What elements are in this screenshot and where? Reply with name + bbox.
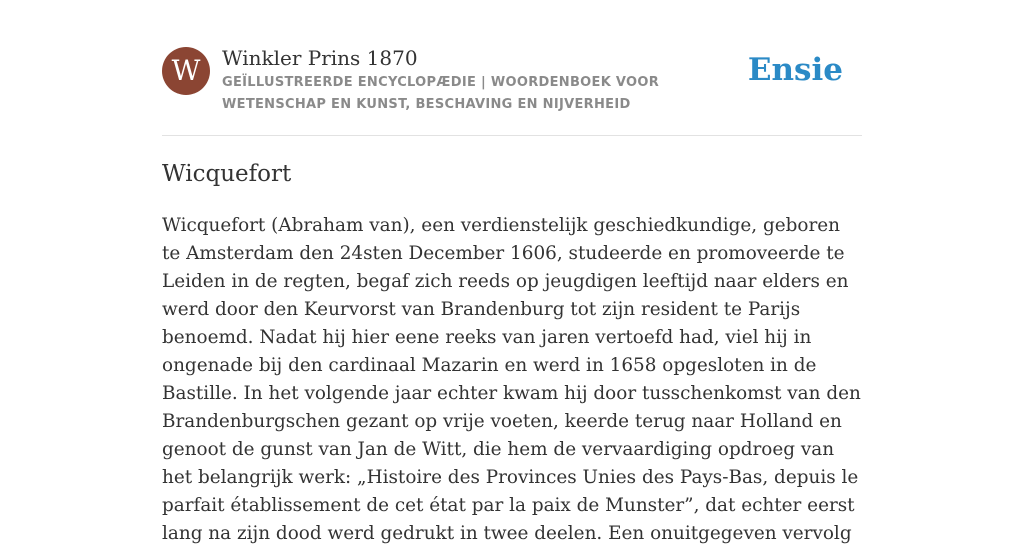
page-container: [162, 0, 862, 544]
source-subtitle: GEÏLLUSTREERDE ENCYCLOPÆDIE | WOORDENBOEK VOOR WETENSCHAP EN KUNST, BESCHAVING EN NIJVERHEID: [222, 75, 660, 112]
source-header: [162, 0, 862, 136]
ensie-logo[interactable]: Ensie: [747, 52, 843, 88]
source-title[interactable]: Winkler Prins 1870: [222, 46, 418, 70]
source-avatar[interactable]: W: [162, 47, 210, 95]
entry-title: Wicquefort: [162, 161, 292, 187]
entry-paragraph: Wicquefort (Abraham van), een verdienstelijk geschiedkundige, geboren te Amsterdam den 24sten December 1606, studeerde en promoveerde te Leiden in de regten, begaf zich reeds op jeugdigen leeftijd naar elders en werd door den Keurvorst van Brandenburg tot zijn resident te Parijs benoemd. Nadat hij hier eene reeks van jaren vertoefd had, viel hij in ongenade bij den cardinaal Mazarin en werd in 1658 opgesloten in de Bastille. In het volgende jaar echter kwam hij door tusschenkomst van den Brandenburgschen gezant op vrije voeten, keerde terug naar Holland en genoot de gunst van Jan de Witt, die hem de vervaardiging opdroeg van het belangrijk werk: „Histoire des Provinces Unies des Pays-Bas, depuis le parfait établissement de cet état par la paix de Munster”, dat echter eerst lang na zijn dood werd gedrukt in twee deelen. Een onuitgegeven vervolg: [162, 215, 861, 544]
entry-body: [162, 212, 862, 548]
